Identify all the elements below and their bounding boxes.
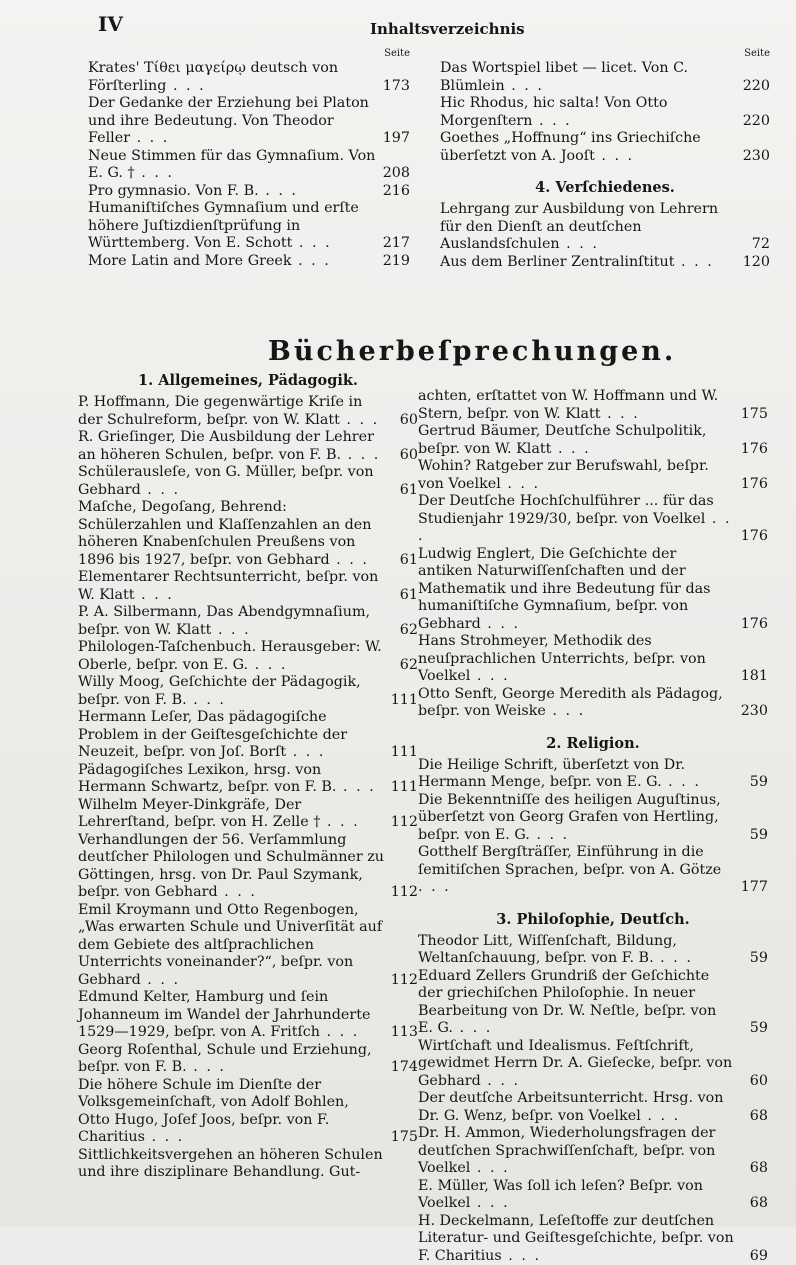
- entry-text: Wirtſchaft und Idealismus. Feſtſchrift, gewidmet Herrn Dr. A. Gieſecke, beſpr. von Gebhard: [418, 1038, 732, 1089]
- entry-page-number: 113: [391, 1024, 418, 1042]
- section-heading: 4. Verſchiedenes.: [440, 179, 770, 197]
- entry-text: Goethes „Hoffnung“ ins Griechiſche überſetzt von A. Jooſt: [440, 130, 701, 164]
- entry-text: Neue Stimmen für das Gymnaſium. Von E. G. †: [88, 148, 375, 182]
- entry-page-number: 230: [743, 148, 770, 166]
- section-heading: 1. Allgemeines, Pädagogik.: [78, 372, 418, 390]
- toc-entry: [78, 639, 418, 674]
- entry-text: Krates' Τίθει μαγείρῳ deutsch von Förſterling: [88, 60, 338, 94]
- entry-page-number: 176: [741, 476, 768, 494]
- seite-label: Seite: [440, 48, 770, 60]
- entry-page-number: 181: [741, 668, 768, 686]
- entry-text: Hans Strohmeyer, Methodik des neuſprachlichen Unterrichts, beſpr. von Voelkel: [418, 633, 706, 684]
- entry-page-number: 220: [743, 78, 770, 96]
- leader-dots: . . .: [481, 1073, 520, 1089]
- entry-text: Gotthelf Bergſträſſer, Einführung in die ſemitiſchen Sprachen, beſpr. von A. Götze: [418, 844, 721, 878]
- leader-dots: . . .: [418, 511, 732, 545]
- toc-entry: [418, 757, 768, 792]
- entry-text: Aus dem Berliner Zentralinſtitut: [440, 254, 675, 270]
- review-list: [418, 388, 768, 721]
- toc-entry: [88, 60, 410, 95]
- leader-dots: . . .: [145, 1129, 184, 1145]
- entry-text: More Latin and More Greek: [88, 253, 292, 269]
- leader-dots: . . .: [292, 235, 331, 251]
- leader-dots: . . .: [340, 412, 379, 428]
- leader-dots: . . .: [218, 884, 257, 900]
- entry-text: H. Deckelmann, Leſeſtoffe zur deutſchen Literatur- und Geiſtesgeſchichte, beſpr. von F. Charitius: [418, 1213, 734, 1264]
- entry-page-number: 208: [383, 165, 410, 183]
- entry-page-number: 59: [750, 950, 768, 968]
- toc-entry: [88, 95, 410, 148]
- leader-dots: . . .: [546, 703, 585, 719]
- entry-text: Gertrud Bäumer, Deutſche Schulpolitik, beſpr. von W. Klatt: [418, 423, 706, 457]
- bottom-left-column: [78, 372, 418, 1182]
- leader-dots: . . .: [166, 78, 205, 94]
- leader-dots: . . .: [341, 447, 380, 463]
- bottom-right-column: [418, 388, 768, 1265]
- entry-page-number: 176: [741, 528, 768, 546]
- toc-entry: [418, 458, 768, 493]
- toc-entry: [440, 60, 770, 95]
- entry-page-number: 61: [400, 552, 418, 570]
- toc-entry: [78, 429, 418, 464]
- toc-list: [440, 201, 770, 271]
- entry-page-number: 60: [400, 447, 418, 465]
- entry-text: Pro gymnasio. Von F. B.: [88, 183, 259, 199]
- leader-dots: . . .: [141, 972, 180, 988]
- entry-text: Sittlichkeitsvergehen an höheren Schulen und ihre disziplinare Behandlung. Gut-: [78, 1147, 383, 1181]
- page-number: IV: [98, 12, 123, 36]
- entry-text: Edmund Kelter, Hamburg und ſein Johanneum im Wandel der Jahrhunderte 1529—1929, beſpr. von A. Fritſch: [78, 989, 370, 1040]
- entry-text: Georg Roſenthal, Schule und Erziehung, beſpr. von F. B.: [78, 1042, 372, 1076]
- leader-dots: . . .: [135, 165, 174, 181]
- seite-label: Seite: [88, 48, 410, 60]
- entry-page-number: 72: [752, 236, 770, 254]
- leader-dots: . . .: [286, 744, 325, 760]
- toc-entry: [418, 686, 768, 721]
- toc-list: [88, 60, 410, 270]
- toc-entry: [78, 569, 418, 604]
- leader-dots: . . .: [470, 668, 509, 684]
- toc-entry: [78, 1077, 418, 1147]
- section-heading: 3. Philoſophie, Deutſch.: [418, 911, 768, 929]
- entry-text: Verhandlungen der 56. Verſammlung deutſcher Philologen und Schulmänner zu Göttingen, hrsg. von Dr. Paul Szymank, beſpr. von Gebhard: [78, 832, 384, 901]
- review-list: [418, 757, 768, 897]
- toc-entry: [418, 423, 768, 458]
- top-left-column: [88, 48, 410, 270]
- entry-text: Theodor Litt, Wiſſenſchaft, Bildung, Weltanſchauung, beſpr. von F. B.: [418, 933, 677, 967]
- entry-text: Wilhelm Meyer-Dinkgräfe, Der Lehrerſtand, beſpr. von H. Zelle †: [78, 797, 320, 831]
- toc-entry: [88, 200, 410, 253]
- entry-page-number: 197: [383, 130, 410, 148]
- entry-page-number: 68: [750, 1195, 768, 1213]
- entry-text: Philologen-Taſchenbuch. Herausgeber: W. Oberle, beſpr. von E. G.: [78, 639, 382, 673]
- entry-text: Lehrgang zur Ausbildung von Lehrern für den Dienſt an deutſchen Auslandsſchulen: [440, 201, 718, 252]
- leader-dots: . . .: [130, 130, 169, 146]
- entry-text: Schülerausleſe, von G. Müller, beſpr. von Gebhard: [78, 464, 374, 498]
- leader-dots: . . .: [187, 1059, 226, 1075]
- entry-page-number: 112: [391, 814, 418, 832]
- toc-entry: [78, 797, 418, 832]
- toc-entry: [88, 148, 410, 183]
- entry-text: Die höhere Schule im Dienſte der Volksgemeinſchaft, von Adolf Bohlen, Otto Hugo, Joſef Joos, beſpr. von F. Charitius: [78, 1077, 349, 1146]
- entry-text: Der Deutſche Hochſchulführer ... für das Studienjahr 1929/30, beſpr. von Voelkel: [418, 493, 714, 527]
- toc-entry: [418, 546, 768, 634]
- toc-entry: [418, 1038, 768, 1091]
- main-heading: Bücherbeſprechungen.: [268, 336, 676, 367]
- toc-entry: [418, 1125, 768, 1178]
- entry-text: Dr. H. Ammon, Wiederholungsfragen der deutſchen Sprachwiſſenſchaft, beſpr. von Voelkel: [418, 1125, 715, 1176]
- entry-page-number: 175: [741, 406, 768, 424]
- entry-text: Die Bekenntniſſe des heiligen Auguſtinus, überſetzt von Georg Grafen von Hertling, beſpr. von E. G.: [418, 792, 721, 843]
- toc-entry: [78, 709, 418, 762]
- entry-text: Pädagogiſches Lexikon, hrsg. von Hermann Schwartz, beſpr. von F. B.: [78, 762, 336, 796]
- entry-page-number: 111: [391, 779, 418, 797]
- review-list: [78, 394, 418, 1182]
- entry-page-number: 59: [750, 774, 768, 792]
- entry-text: Eduard Zellers Grundriß der Geſchichte der griechiſchen Philoſophie. In neuer Bearbeitung von Dr. W. Neſtle, beſpr. von E. G.: [418, 968, 716, 1037]
- toc-entry: [78, 1147, 418, 1182]
- entry-page-number: 112: [391, 884, 418, 902]
- entry-text: Otto Senft, George Meredith als Pädagog, beſpr. von Weiske: [418, 686, 723, 720]
- entry-page-number: 217: [383, 235, 410, 253]
- toc-entry: [418, 388, 768, 423]
- toc-entry: [418, 844, 768, 897]
- toc-entry: [78, 604, 418, 639]
- leader-dots: . . .: [532, 113, 571, 129]
- entry-page-number: 112: [391, 972, 418, 990]
- toc-entry: [418, 1213, 768, 1265]
- toc-entry: [418, 792, 768, 845]
- leader-dots: . . .: [481, 616, 520, 632]
- leader-dots: . . .: [259, 183, 298, 199]
- leader-dots: . . .: [453, 1020, 492, 1036]
- toc-entry: [78, 499, 418, 569]
- entry-page-number: 120: [743, 254, 770, 272]
- entry-text: E. Müller, Was ſoll ich leſen? Beſpr. von Voelkel: [418, 1178, 703, 1212]
- leader-dots: . . .: [330, 552, 369, 568]
- toc-entry: [78, 902, 418, 990]
- leader-dots: . . .: [141, 482, 180, 498]
- toc-entry: [418, 493, 768, 546]
- entry-page-number: 68: [750, 1160, 768, 1178]
- toc-entry: [78, 464, 418, 499]
- toc-entry: [78, 674, 418, 709]
- entry-text: Das Wortspiel libet — licet. Von C. Blümlein: [440, 60, 688, 94]
- toc-entry: [440, 254, 770, 272]
- toc-entry: [78, 1042, 418, 1077]
- entry-page-number: 216: [383, 183, 410, 201]
- toc-entry: [78, 394, 418, 429]
- entry-text: Humaniſtiſches Gymnaſium und erſte höhere Juſtizdienſtprüfung in Württemberg. Von E. Schott: [88, 200, 359, 251]
- leader-dots: . . .: [418, 879, 451, 895]
- entry-text: R. Grieſinger, Die Ausbildung der Lehrer an höheren Schulen, beſpr. von F. B.: [78, 429, 374, 463]
- top-right-column: [440, 64, 770, 271]
- toc-list: [440, 60, 770, 165]
- entry-page-number: 62: [400, 622, 418, 640]
- toc-entry: [88, 183, 410, 201]
- entry-page-number: 111: [391, 692, 418, 710]
- entry-page-number: 219: [383, 253, 410, 271]
- entry-text: Ludwig Englert, Die Geſchichte der antiken Naturwiſſenſchaften und der Mathematik und ihre Bedeutung für das humaniſtiſche Gymnaſium, beſpr. von Gebhard: [418, 546, 710, 632]
- toc-entry: [418, 1178, 768, 1213]
- entry-page-number: 230: [741, 703, 768, 721]
- entry-page-number: 59: [750, 1020, 768, 1038]
- leader-dots: . . .: [211, 622, 250, 638]
- toc-entry: [78, 762, 418, 797]
- entry-page-number: 176: [741, 441, 768, 459]
- leader-dots: . . .: [641, 1108, 680, 1124]
- entry-page-number: 177: [741, 879, 768, 897]
- leader-dots: . . .: [470, 1195, 509, 1211]
- entry-page-number: 111: [391, 744, 418, 762]
- entry-page-number: 69: [750, 1248, 768, 1265]
- leader-dots: . . .: [530, 827, 569, 843]
- toc-entry: [78, 832, 418, 902]
- entry-page-number: 175: [391, 1129, 418, 1147]
- entry-text: Maſche, Degoſang, Behrend: Schülerzahlen und Klaſſenzahlen an den höheren Knabenſchulen Preußens von 1896 bis 1927, beſpr. von Gebhard: [78, 499, 371, 568]
- leader-dots: . . .: [675, 254, 714, 270]
- leader-dots: . . .: [560, 236, 599, 252]
- entry-text: Willy Moog, Geſchichte der Pädagogik, beſpr. von F. B.: [78, 674, 361, 708]
- entry-page-number: 62: [400, 657, 418, 675]
- leader-dots: . . .: [135, 587, 174, 603]
- leader-dots: . . .: [292, 253, 331, 269]
- leader-dots: . . .: [505, 78, 544, 94]
- entry-text: Emil Kroymann und Otto Regenbogen, „Was erwarten Schule und Univerſität auf dem Gebiete des altſprachlichen Unterrichts voneinander?“, beſpr. von Gebhard: [78, 902, 382, 988]
- toc-entry: [418, 968, 768, 1038]
- review-list: [418, 933, 768, 1265]
- entry-text: Die Heilige Schrift, überſetzt von Dr. Hermann Menge, beſpr. von E. G.: [418, 757, 685, 791]
- entry-page-number: 60: [400, 412, 418, 430]
- toc-entry: [418, 633, 768, 686]
- entry-page-number: 176: [741, 616, 768, 634]
- toc-entry: [440, 95, 770, 130]
- toc-entry: [440, 201, 770, 254]
- section-heading: 2. Religion.: [418, 735, 768, 753]
- leader-dots: . . .: [551, 441, 590, 457]
- entry-page-number: 61: [400, 587, 418, 605]
- leader-dots: . . .: [470, 1160, 509, 1176]
- entry-text: Hermann Leſer, Das pädagogiſche Problem in der Geiſtesgeſchichte der Neuzeit, beſpr. von Joſ. Borſt: [78, 709, 347, 760]
- entry-text: Der Gedanke der Erziehung bei Platon und ihre Bedeutung. Von Theodor Feller: [88, 95, 369, 146]
- leader-dots: . . .: [320, 1024, 359, 1040]
- entry-page-number: 59: [750, 827, 768, 845]
- leader-dots: . . .: [248, 657, 287, 673]
- entry-page-number: 220: [743, 113, 770, 131]
- leader-dots: . . .: [502, 1248, 541, 1264]
- entry-text: Der deutſche Arbeitsunterricht. Hrsg. von Dr. G. Wenz, beſpr. von Voelkel: [418, 1090, 724, 1124]
- entry-page-number: 60: [750, 1073, 768, 1091]
- leader-dots: . . .: [320, 814, 359, 830]
- toc-entry: [78, 989, 418, 1042]
- toc-entry: [440, 130, 770, 165]
- entry-text: Elementarer Rechtsunterricht, beſpr. von W. Klatt: [78, 569, 378, 603]
- entry-text: P. Hoffmann, Die gegenwärtige Kriſe in der Schulreform, beſpr. von W. Klatt: [78, 394, 362, 428]
- entry-text: P. A. Silbermann, Das Abendgymnaſium, beſpr. von W. Klatt: [78, 604, 370, 638]
- leader-dots: . . .: [654, 950, 693, 966]
- toc-entry: [88, 253, 410, 271]
- leader-dots: . . .: [595, 148, 634, 164]
- leader-dots: . . .: [187, 692, 226, 708]
- entry-page-number: 174: [391, 1059, 418, 1077]
- entry-text: achten, erſtattet von W. Hoffmann und W. Stern, beſpr. von W. Klatt: [418, 388, 718, 422]
- entry-text: Wohin? Ratgeber zur Berufswahl, beſpr. von Voelkel: [418, 458, 709, 492]
- entry-page-number: 61: [400, 482, 418, 500]
- leader-dots: . . .: [662, 774, 701, 790]
- running-title: Inhaltsverzeichnis: [370, 20, 525, 38]
- leader-dots: . . .: [601, 406, 640, 422]
- leader-dots: . . .: [501, 476, 540, 492]
- entry-page-number: 173: [383, 78, 410, 96]
- leader-dots: . . .: [336, 779, 375, 795]
- entry-text: Hic Rhodus, hic salta! Von Otto Morgenſtern: [440, 95, 667, 129]
- toc-entry: [418, 933, 768, 968]
- toc-entry: [418, 1090, 768, 1125]
- entry-page-number: 68: [750, 1108, 768, 1126]
